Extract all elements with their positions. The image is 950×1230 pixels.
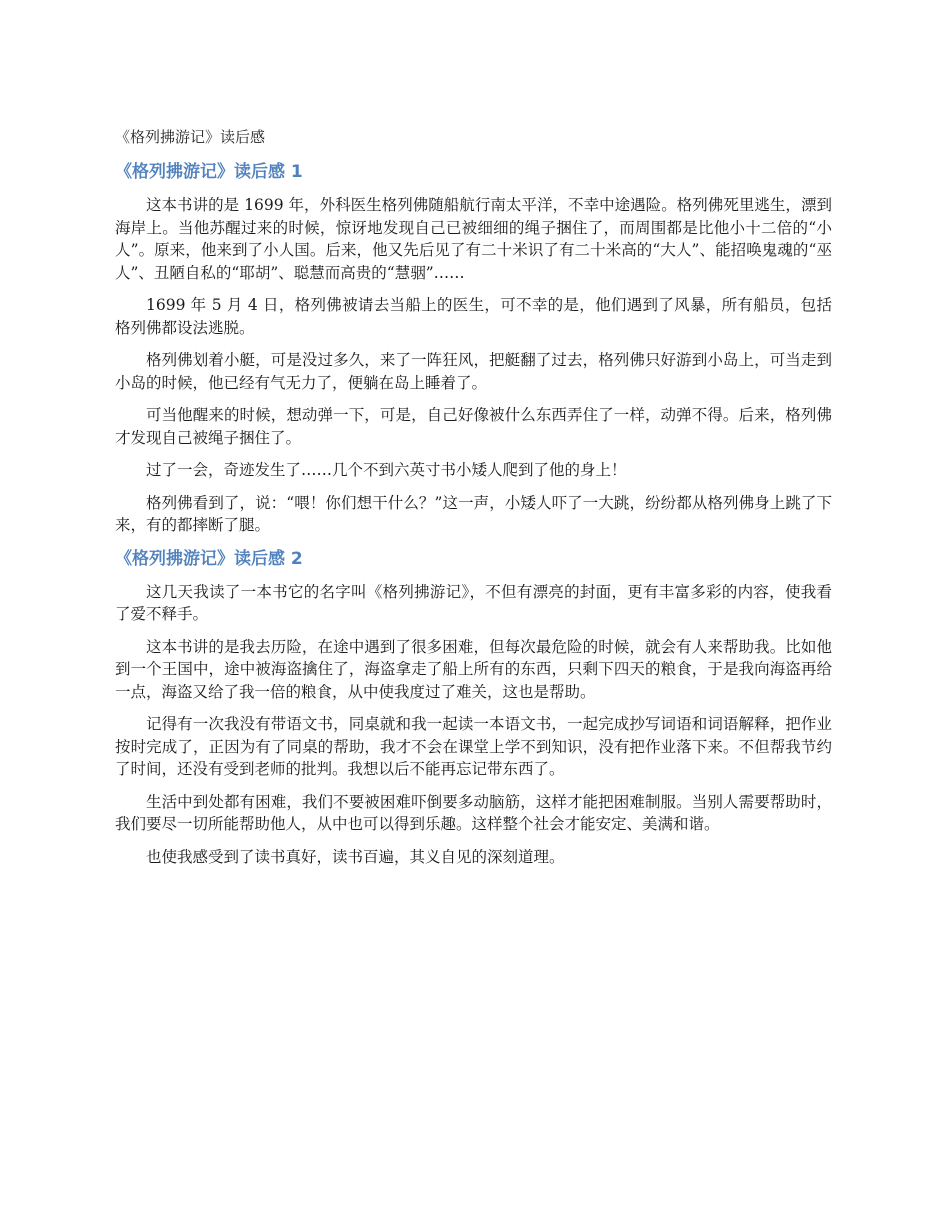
document-title: 《格列拂游记》读后感 xyxy=(115,128,266,146)
paragraph: 格列佛看到了，说：“喂！你们想干什么？”这一声，小矮人吓了一大跳，纷纷都从格列佛身上跳了下来，有的都摔断了腿。 xyxy=(115,493,832,534)
paragraph: 过了一会，奇迹发生了……几个不到六英寸书小矮人爬到了他的身上！ xyxy=(146,461,627,479)
paragraph: 1699 年 5 月 4 日，格列佛被请去当船上的医生，可不幸的是，他们遇到了风暴，所有船员，包括格列佛都设法逃脱。 xyxy=(115,296,832,337)
paragraph: 记得有一次我没有带语文书，同桌就和我一起读一本语文书，一起完成抄写词语和词语解释，把作业按时完成了，正因为有了同桌的帮助，我才不会在课堂上学不到知识，没有把作业落下来。不但帮我节约了时间，还没有受到老师的批判。我想以后不能再忘记带东西了。 xyxy=(115,715,832,778)
paragraph: 这几天我读了一本书它的名字叫《格列拂游记》，不但有漂亮的封面，更有丰富多彩的内容，使我看了爱不释手。 xyxy=(115,582,832,623)
section-1 xyxy=(115,160,832,537)
section-2 xyxy=(115,547,832,869)
paragraph: 也使我感受到了读书真好，读书百遍，其义自见的深刻道理。 xyxy=(146,847,565,866)
section-heading: 《格列拂游记》读后感 1 xyxy=(115,162,303,182)
paragraph: 这本书讲的是我去历险，在途中遇到了很多困难，但每次最危险的时候，就会有人来帮助我。比如他到一个王国中，途中被海盗擒住了，海盗拿走了船上所有的东西，只剩下四天的粮食，于是我向海盗再给一点，海盗又给了我一倍的粮食，从中使我度过了难关，这也是帮助。 xyxy=(115,637,832,701)
paragraph: 生活中到处都有困难，我们不要被困难吓倒要多动脑筋，这样才能把困难制服。当别人需要帮助时，我们要尽一切所能帮助他人，从中也可以得到乐趣。这样整个社会才能安定、美满和谐。 xyxy=(115,792,832,833)
document-body xyxy=(115,118,832,878)
paragraph: 这本书讲的是 1699 年，外科医生格列佛随船航行南太平洋，不幸中途遇险。格列佛死里逃生，漂到海岸上。当他苏醒过来的时候，惊讶地发现自己已被细细的绳子捆住了，而周围都是比他小十二倍的“小人”。原来，他来到了小人国。后来，他又先后见了有二十米识了有二十米高的“大人”、能招唤鬼魂的“巫人”、丑陋自私的“耶胡”、聪慧而高贵的“慧骃”…… xyxy=(115,196,832,282)
section-heading: 《格列拂游记》读后感 2 xyxy=(115,548,303,569)
paragraph: 可当他醒来的时候，想动弹一下，可是，自己好像被什么东西弄住了一样，动弹不得。后来，格列佛才发现自己被绳子捆住了。 xyxy=(115,406,832,447)
paragraph: 格列佛划着小艇，可是没过多久，来了一阵狂风，把艇翻了过去，格列佛只好游到小岛上，可当走到小岛的时候，他已经有气无力了，便躺在岛上睡着了。 xyxy=(115,351,832,392)
